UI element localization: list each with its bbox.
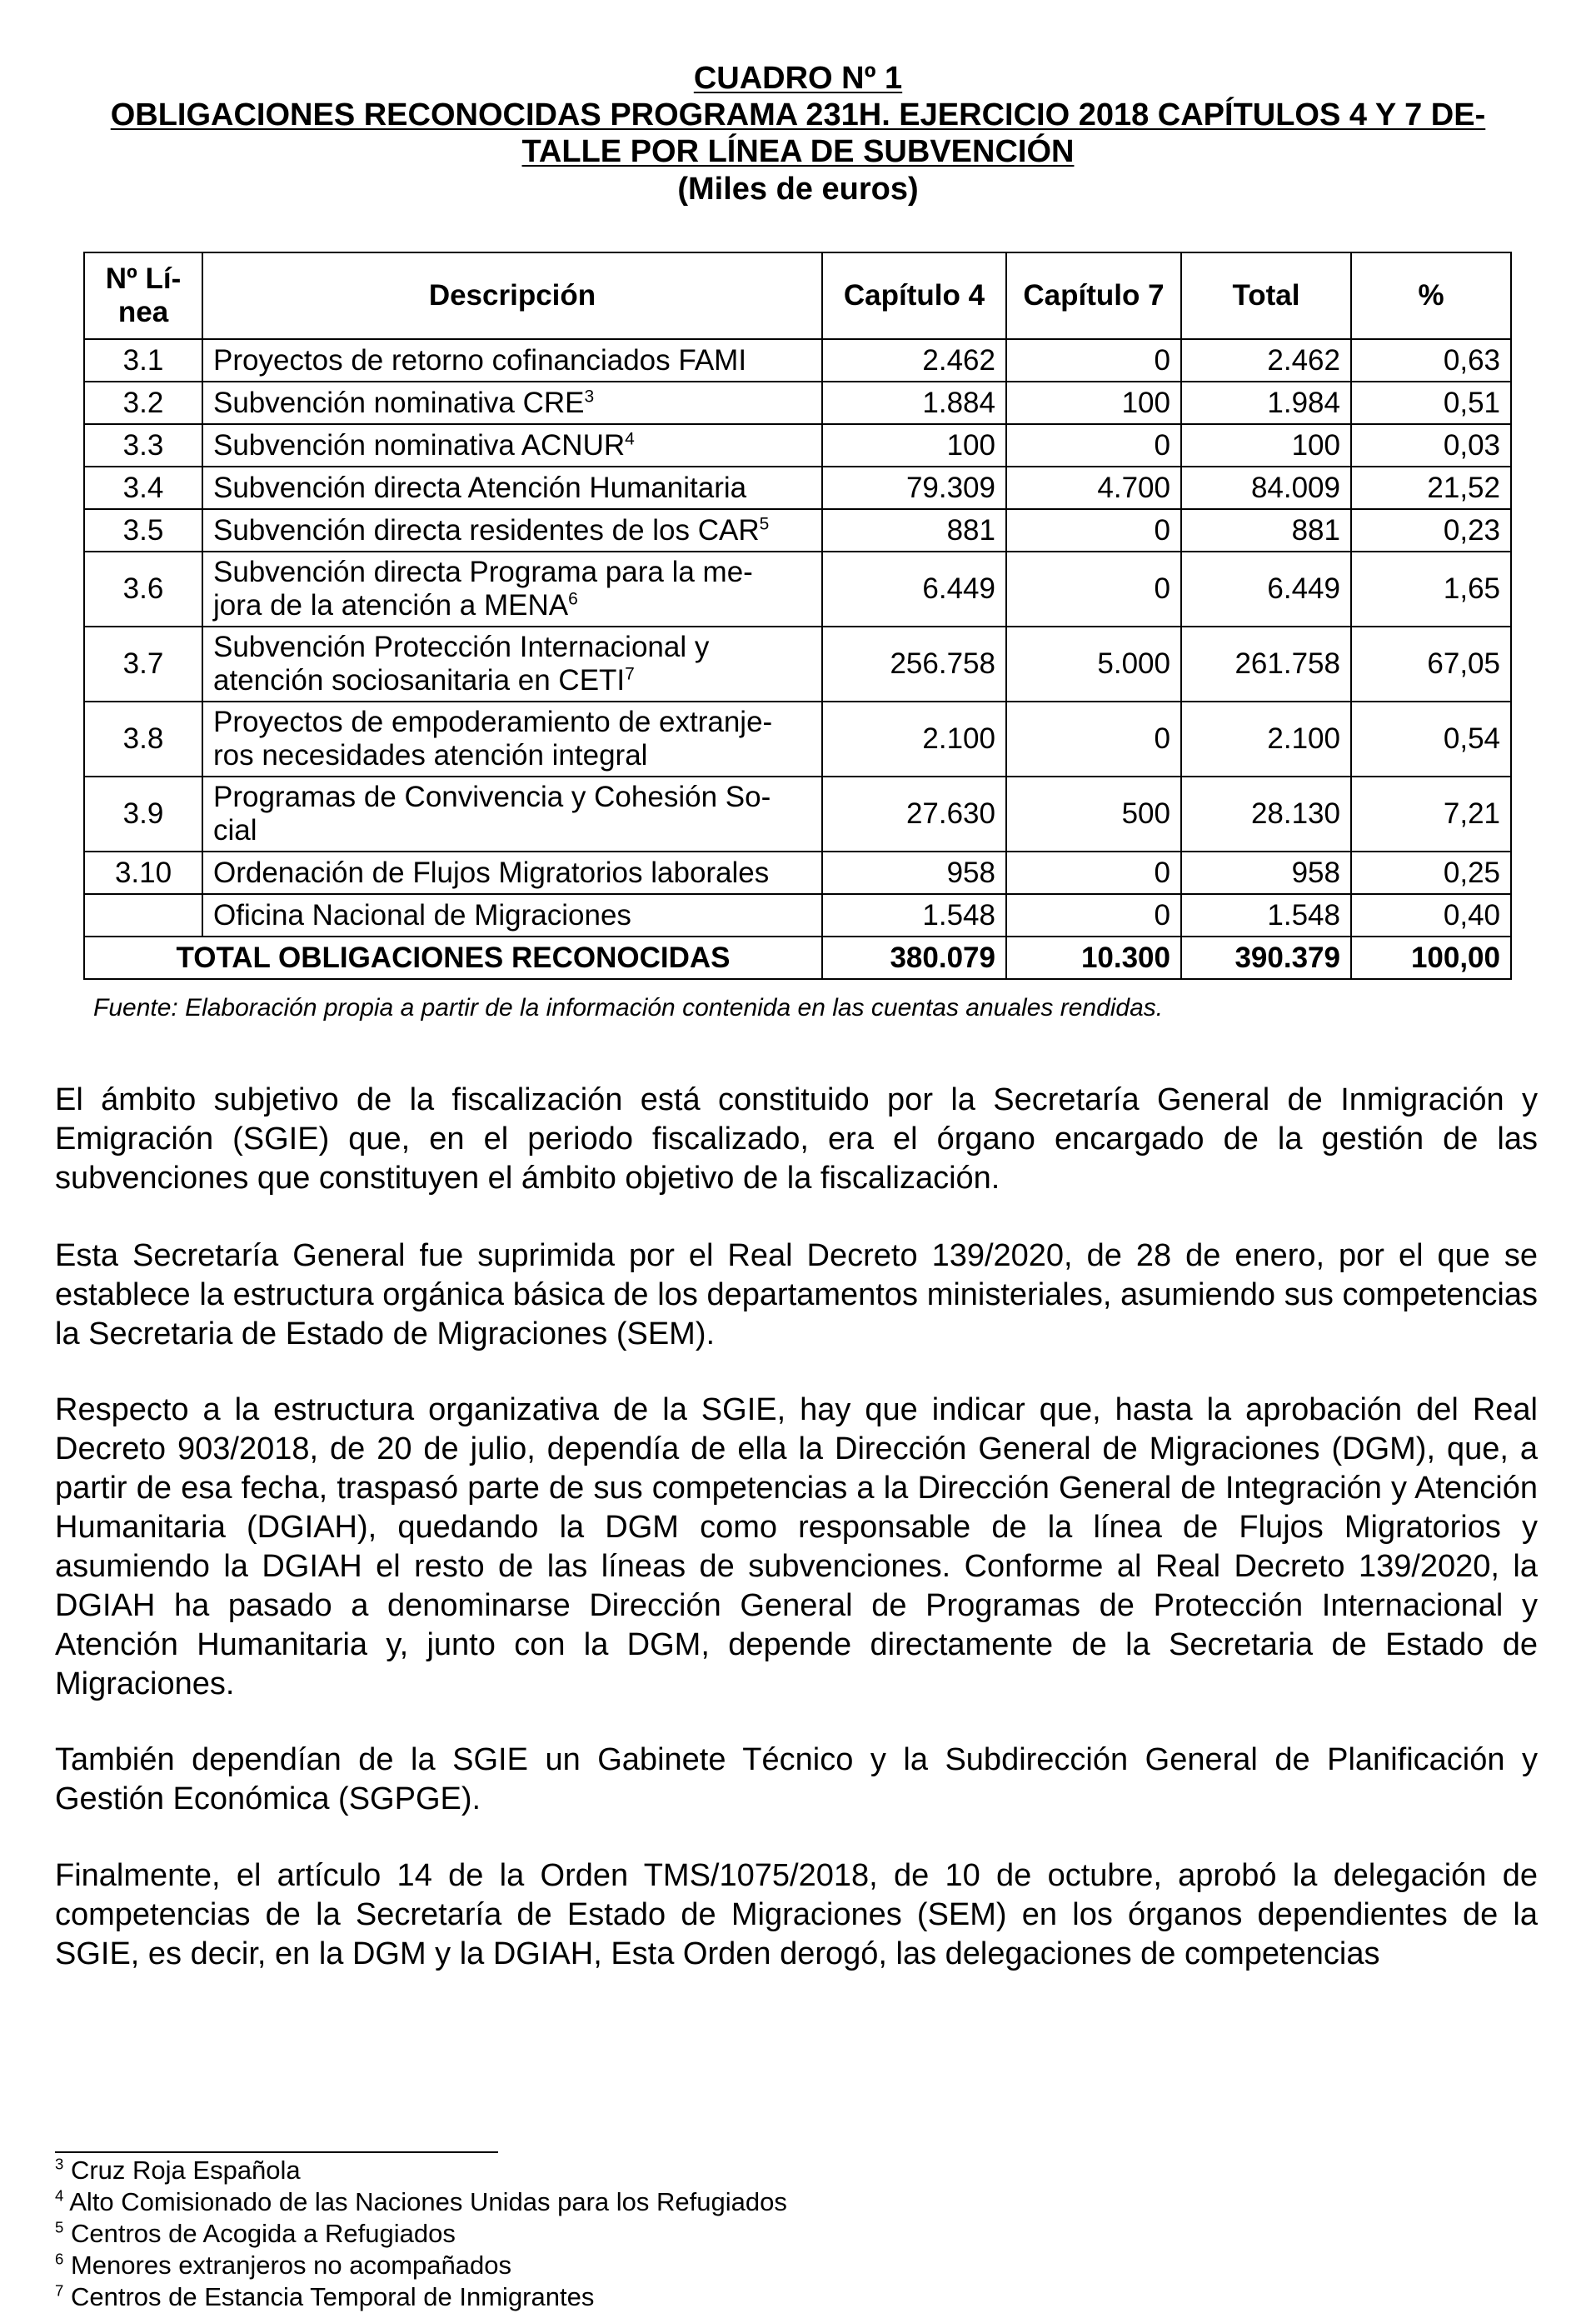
footnote: $^4$ Alto Comisionado de las Naciones Unidas para los Refugiados xyxy=(55,2186,787,2216)
footnotes xyxy=(55,2155,787,2313)
table-row: 3.4 Subvención directa Atención Humanitaria 79.309 4.700 84.009 21,52 xyxy=(84,467,1511,509)
table-row: 3.10 Ordenación de Flujos Migratorios laborales 958 0 958 0,25 xyxy=(84,852,1511,894)
table-row: 3.3 Subvención nominativa ACNUR$^4$ 100 0 100 0,03 xyxy=(84,424,1511,467)
footnote-ref: 4 xyxy=(625,428,635,448)
footnote: $^7$ Centros de Estancia Temporal de Inmigrantes xyxy=(55,2281,595,2311)
obligations-table xyxy=(83,252,1512,980)
table-row: 3.1 Proyectos de retorno cofinanciados FAMI 2.462 0 2.462 0,63 xyxy=(84,339,1511,382)
title-units: (Miles de euros) xyxy=(677,172,919,207)
header-cap7: Capítulo 7 xyxy=(1006,252,1181,339)
row-description: Subvención directa Atención Humanitaria xyxy=(202,467,822,509)
footnote-ref: 6 xyxy=(568,589,578,609)
footnote-ref: 7 xyxy=(625,664,635,684)
footnote: $^5$ Centros de Acogida a Refugiados xyxy=(55,2218,456,2248)
row-description: Subvención nominativa ACNUR$^4$ xyxy=(202,424,822,467)
paragraph-5: Finalmente, el artículo 14 de la Orden TMS/1075/2018, de 10 de octubre, aprobó la delegación de competencias de la Secretaría de Estado de Migraciones (SEM) en los órganos dependientes de la SGIE, es decir, en la DGM y la DGIAH, Esta Orden derogó, las delegaciones de competencias xyxy=(55,1858,1538,1971)
row-description: Programas de Convivencia y Cohesión So- cial xyxy=(202,777,822,852)
title-line-1: CUADRO Nº 1 xyxy=(693,61,903,96)
row-description: Subvención directa residentes de los CAR$^5$ xyxy=(202,509,822,552)
table-row: 3.7 Subvención Protección Internacional y atención sociosanitaria en CETI$^7$ 256.758 5.000 261.758 67,05 xyxy=(84,627,1511,702)
paragraph-4: También dependían de la SGIE un Gabinete Técnico y la Subdirección General de Planificación y Gestión Económica (SGPGE). xyxy=(55,1742,1538,1816)
footnote-ref: 5 xyxy=(759,513,770,533)
table-row: 3.2 Subvención nominativa CRE$^3$ 1.884 100 1.984 0,51 xyxy=(84,382,1511,424)
row-description: Oficina Nacional de Migraciones xyxy=(202,894,822,937)
row-description: Ordenación de Flujos Migratorios laborales xyxy=(202,852,822,894)
title-line-2: OBLIGACIONES RECONOCIDAS PROGRAMA 231H. EJERCICIO 2018 CAPÍTULOS 4 Y 7 DE- xyxy=(110,97,1486,132)
table-title xyxy=(50,60,1546,208)
paragraph-2: Esta Secretaría General fue suprimida por el Real Decreto 139/2020, de 28 de enero, por el que se establece la estructura orgánica básica de los departamentos ministeriales, asumiendo sus competencias la Secretaria de Estado de Migraciones (SEM). xyxy=(55,1238,1538,1351)
header-pct: % xyxy=(1351,252,1511,339)
table-row: 3.5 Subvención directa residentes de los CAR$^5$ 881 0 881 0,23 xyxy=(84,509,1511,552)
row-description: Proyectos de empoderamiento de extranje- ros necesidades atención integral xyxy=(202,702,822,777)
table-row: 3.6 Subvención directa Programa para la me- jora de la atención a MENA$^6$ 6.449 0 6.449 1,65 xyxy=(84,552,1511,627)
table-source-note: Fuente: Elaboración propia a partir de la información contenida en las cuentas anuales rendidas. xyxy=(93,994,1164,1022)
table-row: 3.8 Proyectos de empoderamiento de extranje- ros necesidades atención integral 2.100 0 2.100 0,54 xyxy=(84,702,1511,777)
paragraph-3: Respecto a la estructura organizativa de la SGIE, hay que indicar que, hasta la aprobación del Real Decreto 903/2018, de 20 de julio, dependía de ella la Dirección General de Migraciones (DGM), que, a partir de esa fecha, traspasó parte de sus competencias a la Dirección General de Integración y Atención Humanitaria (DGIAH), quedando la DGM como responsable de la línea de Flujos Migratorios y asumiendo la DGIAH el resto de las líneas de subvenciones. Conforme al Real Decreto 139/2020, la DGIAH ha pasado a denominarse Dirección General de Programas de Protección Internacional y Atención Humanitaria y, junto con la DGM, depende directamente de la Secretaria de Estado de Migraciones. xyxy=(55,1392,1538,1701)
table-row: Oficina Nacional de Migraciones 1.548 0 1.548 0,40 xyxy=(84,894,1511,937)
header-total: Total xyxy=(1181,252,1351,339)
paragraph-1: El ámbito subjetivo de la fiscalización está constituido por la Secretaría General de Inmigración y Emigración (SGIE) que, en el periodo fiscalizado, era el órgano encargado de la gestión de las subvenciones que constituyen el ámbito objetivo de la fiscalización. xyxy=(55,1082,1538,1196)
table-row: 3.9 Programas de Convivencia y Cohesión So- cial 27.630 500 28.130 7,21 xyxy=(84,777,1511,852)
table-total-row: TOTAL OBLIGACIONES RECONOCIDAS 380.079 10.300 390.379 100,00 xyxy=(84,937,1511,979)
row-description: Subvención Protección Internacional y atención sociosanitaria en CETI$^7$ xyxy=(202,627,822,702)
header-cap4: Capítulo 4 xyxy=(822,252,1006,339)
footnote: $^3$ Cruz Roja Española xyxy=(55,2155,301,2185)
header-line: Nº Lí- nea xyxy=(84,252,202,339)
footnote-separator xyxy=(55,2151,498,2153)
row-description: Proyectos de retorno cofinanciados FAMI xyxy=(202,339,822,382)
header-description: Descripción xyxy=(202,252,822,339)
footnote: $^6$ Menores extranjeros no acompañados xyxy=(55,2250,511,2280)
row-description: Subvención directa Programa para la me- jora de la atención a MENA$^6$ xyxy=(202,552,822,627)
row-description: Subvención nominativa CRE$^3$ xyxy=(202,382,822,424)
footnote-ref: 3 xyxy=(584,386,595,406)
table-header-row xyxy=(84,252,1511,339)
title-line-3: TALLE POR LÍNEA DE SUBVENCIÓN xyxy=(521,134,1075,169)
total-label: TOTAL OBLIGACIONES RECONOCIDAS xyxy=(84,937,822,979)
